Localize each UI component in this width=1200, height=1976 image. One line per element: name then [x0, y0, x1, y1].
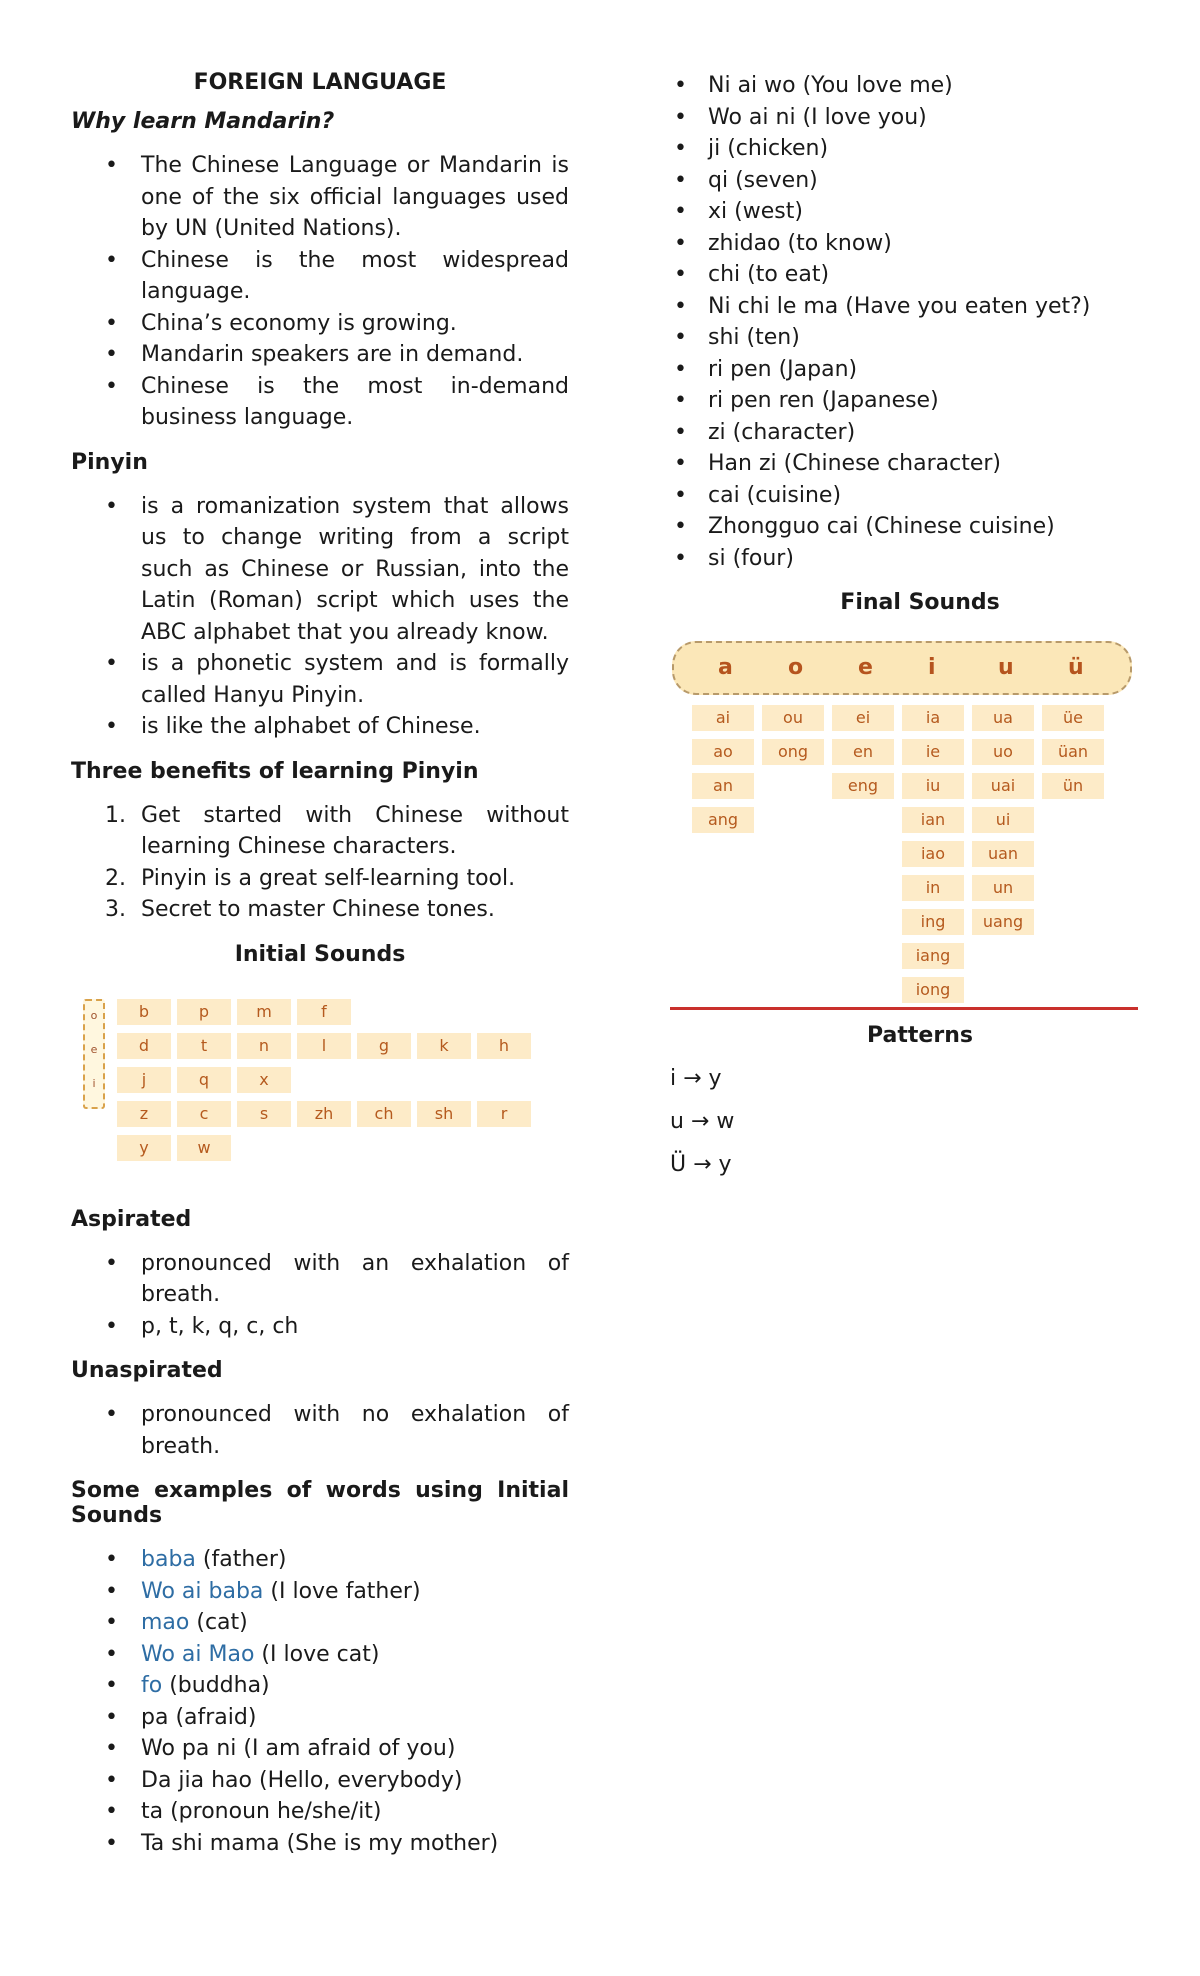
list-number: 3.	[105, 897, 126, 922]
page-title: FOREIGN LANGUAGE	[193, 70, 447, 95]
final-sound-cell: ou	[762, 705, 824, 731]
patterns-list	[670, 1066, 1170, 1177]
initial-vowel: e	[90, 1042, 98, 1056]
pinyin-list	[71, 491, 569, 743]
initial-sound-cell: w	[177, 1135, 231, 1161]
final-sound-cell: ua	[972, 705, 1034, 731]
example-meaning: (I love father)	[263, 1578, 421, 1604]
list-item: • Ta shi mama (She is my mother)	[71, 1828, 569, 1860]
final-sound-cell: ing	[902, 909, 964, 935]
benefits-list	[71, 800, 569, 926]
initial-sound-cell: s	[237, 1101, 291, 1127]
final-sound-cell: ai	[692, 705, 754, 731]
list-item: • xi (west)	[670, 196, 1170, 228]
pinyin-heading: Pinyin	[71, 449, 148, 475]
final-sound-cell: en	[832, 739, 894, 765]
list-item: • zhidao (to know)	[670, 228, 1170, 260]
list-item: • Zhongguo cai (Chinese cuisine)	[670, 511, 1170, 543]
initial-sound-cell: q	[177, 1067, 231, 1093]
initial-sound-cell: c	[177, 1101, 231, 1127]
list-item: • Da jia hao (Hello, everybody)	[71, 1765, 569, 1797]
final-sound-cell: uang	[972, 909, 1034, 935]
final-sound-cell: ang	[692, 807, 754, 833]
patterns-heading: Patterns	[867, 1023, 973, 1048]
initial-sound-cell: g	[357, 1033, 411, 1059]
pattern-item: u → w	[670, 1109, 735, 1134]
final-sound-cell: ao	[692, 739, 754, 765]
list-number: 1.	[105, 802, 126, 828]
list-item: • pronounced with an exhalation of breath.	[71, 1248, 569, 1311]
list-item: • chi (to eat)	[670, 259, 1170, 291]
list-item	[71, 1544, 569, 1576]
initial-sound-cell: b	[117, 999, 171, 1025]
list-item: • shi (ten)	[670, 322, 1170, 354]
initial-sound-cell: r	[477, 1101, 531, 1127]
final-sound-cell: ün	[1042, 773, 1104, 799]
example-word: fo	[141, 1673, 163, 1698]
initial-sound-cell: ch	[357, 1101, 411, 1127]
list-item	[71, 800, 569, 863]
pattern-item: i → y	[670, 1066, 722, 1091]
final-sound-cell: ian	[902, 807, 964, 833]
list-item: • cai (cuisine)	[670, 480, 1170, 512]
final-sound-cell: iang	[902, 943, 964, 969]
list-item	[71, 1639, 569, 1671]
example-meaning: (father)	[195, 1547, 287, 1572]
final-sound-cell: an	[692, 773, 754, 799]
initial-sound-cell: n	[237, 1033, 291, 1059]
list-item: • The Chinese Language or Mandarin is one of the six official languages used by UN (United Nations).	[71, 150, 569, 245]
examples-list	[71, 1544, 569, 1859]
list-item: • Wo ai ni (I love you)	[670, 102, 1170, 134]
example-word: Wo ai baba	[141, 1578, 264, 1604]
final-sound-cell: un	[972, 875, 1034, 901]
initial-sound-cell: d	[117, 1033, 171, 1059]
initial-sound-cell: y	[117, 1135, 171, 1161]
final-sound-cell: üe	[1042, 705, 1104, 731]
list-item: • ri pen (Japan)	[670, 354, 1170, 386]
list-text: Get started with Chinese without learning Chinese characters.	[141, 802, 569, 859]
list-item: • si (four)	[670, 543, 1170, 575]
initial-sound-cell: t	[177, 1033, 231, 1059]
initial-sound-cell: p	[177, 999, 231, 1025]
final-vowel: i	[928, 655, 936, 680]
final-sound-cell: ei	[832, 705, 894, 731]
initial-sound-cell: sh	[417, 1101, 471, 1127]
list-item: • pa (afraid)	[71, 1702, 569, 1734]
unaspirated-heading: Unaspirated	[71, 1358, 223, 1383]
initial-sound-cell: j	[117, 1067, 171, 1093]
why-heading: Why learn Mandarin?	[71, 109, 335, 134]
list-item	[71, 1670, 569, 1702]
example-word: mao	[141, 1610, 190, 1635]
final-vowel-bar	[672, 641, 1132, 695]
list-text: Secret to master Chinese tones.	[141, 897, 495, 922]
initial-sounds-heading: Initial Sounds	[234, 941, 406, 967]
unaspirated-list	[71, 1399, 569, 1462]
final-sound-cell: ie	[902, 739, 964, 765]
list-item: • ri pen ren (Japanese)	[670, 385, 1170, 417]
benefits-heading: Three benefits of learning Pinyin	[71, 758, 479, 784]
example-meaning: (cat)	[189, 1610, 248, 1635]
initial-vowel: o	[90, 1008, 98, 1022]
initial-sound-cell: x	[237, 1067, 291, 1093]
final-sound-cell: in	[902, 875, 964, 901]
list-item: • is a romanization system that allows us to change writing from a script such as Chinese or Russian, into the Latin (Roman) script which uses the ABC alphabet that you already know.	[71, 491, 569, 649]
list-item: • pronounced with no exhalation of breath.	[71, 1399, 569, 1462]
final-sound-cell: uo	[972, 739, 1034, 765]
aspirated-list	[71, 1248, 569, 1343]
left-column	[71, 68, 569, 1875]
final-vowel: ü	[1068, 655, 1084, 680]
pattern-item: Ü → y	[670, 1152, 732, 1177]
initial-sound-cell: h	[477, 1033, 531, 1059]
initial-vowel: i	[92, 1076, 96, 1090]
final-sound-cell: iu	[902, 773, 964, 799]
list-item: • Wo pa ni (I am afraid of you)	[71, 1733, 569, 1765]
list-item: • is like the alphabet of Chinese.	[71, 711, 569, 743]
list-item: • Ni ai wo (You love me)	[670, 70, 1170, 102]
final-sound-cell: iong	[902, 977, 964, 1003]
list-text: Pinyin is a great self-learning tool.	[141, 865, 516, 891]
why-list	[71, 150, 569, 434]
list-item: • China’s economy is growing.	[71, 308, 569, 340]
list-item: • ji (chicken)	[670, 133, 1170, 165]
list-item: • Chinese is the most in-demand business language.	[71, 371, 569, 434]
list-item: • Ni chi le ma (Have you eaten yet?)	[670, 291, 1170, 323]
final-sound-cell: ui	[972, 807, 1034, 833]
example-word: Wo ai Mao	[141, 1641, 255, 1667]
aspirated-heading: Aspirated	[71, 1206, 192, 1232]
list-item: • Han zi (Chinese character)	[670, 448, 1170, 480]
final-sounds-chart	[670, 633, 1140, 1013]
final-sound-cell: uai	[972, 773, 1034, 799]
list-item	[71, 863, 569, 895]
final-vowel: a	[718, 655, 733, 680]
initial-sound-cell: l	[297, 1033, 351, 1059]
list-item: • p, t, k, q, c, ch	[71, 1311, 569, 1343]
right-column	[670, 70, 1170, 1195]
list-item: • ta (pronoun he/she/it)	[71, 1796, 569, 1828]
list-item: • Chinese is the most widespread language.	[71, 245, 569, 308]
example-word: baba	[141, 1547, 196, 1572]
final-sounds-heading: Final Sounds	[840, 590, 1000, 615]
list-item	[71, 1607, 569, 1639]
initial-sound-cell: k	[417, 1033, 471, 1059]
examples-heading: Some examples of words using Initial Sounds	[71, 1478, 569, 1528]
chart-divider	[670, 1007, 1138, 1010]
final-sound-cell: eng	[832, 773, 894, 799]
list-item	[71, 894, 569, 926]
list-number: 2.	[105, 865, 126, 891]
final-vowel: o	[788, 655, 804, 680]
initial-sound-cell: m	[237, 999, 291, 1025]
example-meaning: (buddha)	[162, 1673, 270, 1698]
final-sound-cell: iao	[902, 841, 964, 867]
example-meaning: (I love cat)	[254, 1641, 380, 1667]
initial-vowel-box	[83, 999, 105, 1109]
final-sound-cell: üan	[1042, 739, 1104, 765]
vocabulary-list	[670, 70, 1170, 574]
final-vowel: e	[858, 655, 873, 680]
initial-sounds-chart	[71, 985, 571, 1195]
list-item: • qi (seven)	[670, 165, 1170, 197]
final-sound-cell: uan	[972, 841, 1034, 867]
list-item: • is a phonetic system and is formally called Hanyu Pinyin.	[71, 648, 569, 711]
final-sound-cell: ong	[762, 739, 824, 765]
list-item: • zi (character)	[670, 417, 1170, 449]
list-item: • Mandarin speakers are in demand.	[71, 339, 569, 371]
final-sound-cell: ia	[902, 705, 964, 731]
initial-sound-cell: z	[117, 1101, 171, 1127]
final-vowel: u	[998, 655, 1014, 680]
list-item	[71, 1576, 569, 1608]
initial-sound-cell: f	[297, 999, 351, 1025]
initial-sound-cell: zh	[297, 1101, 351, 1127]
